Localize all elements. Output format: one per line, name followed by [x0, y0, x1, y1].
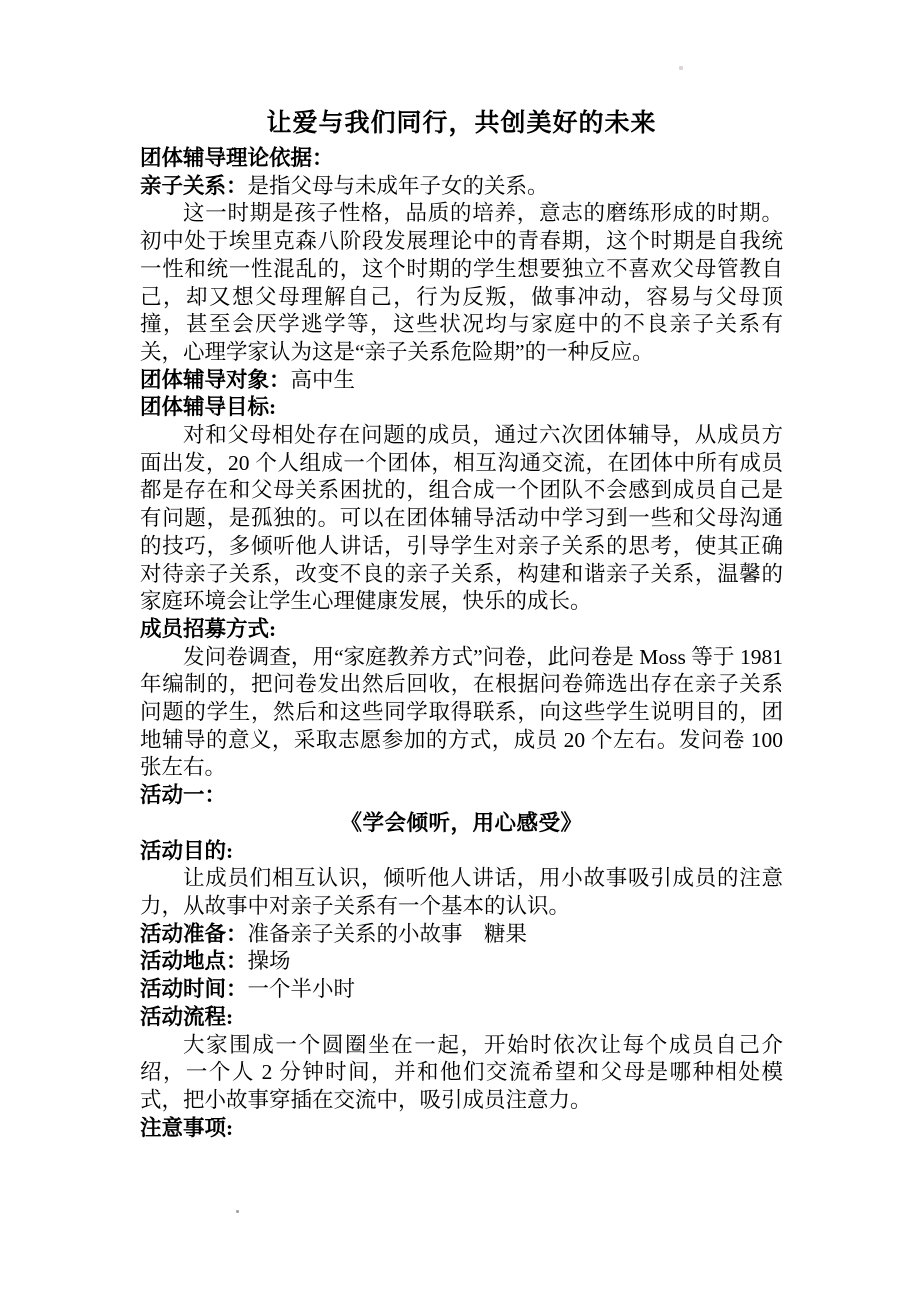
line-label: 亲子关系： — [140, 173, 248, 198]
paragraph: 这一时期是孩子性格，品质的培养，意志的磨练形成的时期。初中处于埃里克森八阶段发展理论中的青春期，这个时期是自我统一性和统一性混乱的，这个时期的学生想要独立不喜欢父母管教自己，却又想父母理解自己，行为反叛，做事冲动，容易与父母顶撞，甚至会厌学逃学等，这些状况均与家庭中的不良亲子关系有关，心理学家认为这是“亲子关系危险期”的一种反应。 — [140, 201, 783, 364]
labeled-line — [140, 145, 783, 173]
line-label: 活动准备： — [140, 921, 248, 946]
line-label: 团体辅导理论依据： — [140, 146, 334, 170]
line-value: 是指父母与未成年子女的关系。 — [247, 173, 549, 198]
line-value: 高中生 — [290, 367, 356, 392]
line-label: 活动时间： — [140, 977, 248, 1002]
line-label: 团体辅导对象： — [140, 367, 291, 392]
doc-title: 让爱与我们同行，共创美好的未来 — [266, 110, 657, 137]
labeled-line — [140, 367, 783, 395]
line-label: 活动地点： — [140, 949, 248, 974]
labeled-line — [140, 173, 783, 201]
line-label: 团体辅导目标: — [140, 395, 277, 420]
activity-subtitle: 《学会倾听，用心感受》 — [340, 810, 583, 835]
paragraph: 大家围成一个圆圈坐在一起，开始时依次让每个成员自己介绍，一个人 2 分钟时间，并和他们交流希望和父母是哪种相处模式，把小故事穿插在交流中，吸引成员注意力。 — [140, 1032, 783, 1112]
labeled-line — [140, 921, 783, 949]
line-label: 成员招募方式: — [140, 616, 277, 641]
paragraph: 发问卷调查，用“家庭教养方式”问卷，此问卷是 Moss 等于 1981 年编制的，把问卷发出然后回收，在根据问卷筛选出存在亲子关系问题的学生，然后和这些同学取得联系，向这些学生说明目的，团地辅导的意义，采取志愿参加的方式，成员 20 个左右。发问卷 100 张左右。 — [140, 644, 783, 780]
paragraph: 让成员们相互认识，倾听他人讲话，用小故事吸引成员的注意力，从故事中对亲子关系有一个基本的认识。 — [140, 866, 783, 918]
line-label: 活动目的: — [140, 838, 234, 863]
line-value: 一个半小时 — [247, 977, 356, 1002]
document-content — [140, 103, 783, 1142]
labeled-line — [140, 782, 783, 810]
scan-speck-top — [679, 66, 683, 70]
labeled-line — [140, 838, 783, 866]
labeled-line — [140, 948, 783, 976]
labeled-line — [140, 1004, 783, 1032]
line-value: 准备亲子关系的小故事 糖果 — [247, 921, 528, 946]
labeled-line — [140, 616, 783, 644]
line-label: 注意事项: — [140, 1115, 234, 1140]
scan-speck-bottom — [236, 1210, 239, 1213]
labeled-line — [140, 976, 783, 1004]
line-value: 操场 — [247, 949, 291, 974]
paragraph: 对和父母相处存在问题的成员，通过六次团体辅导，从成员方面出发，20 个人组成一个团体，相互沟通交流，在团体中所有成员都是存在和父母关系困扰的，组合成一个团队不会感到成员自己是有问题，是孤独的。可以在团体辅导活动中学习到一些和父母沟通的技巧，多倾听他人讲话，引导学生对亲子关系的思考，使其正确对待亲子关系，改变不良的亲子关系，构建和谐亲子关系，温馨的家庭环境会让学生心理健康发展，快乐的成长。 — [140, 423, 783, 614]
line-label: 活动一： — [140, 783, 227, 808]
line-label: 活动流程: — [140, 1004, 234, 1029]
labeled-line — [140, 394, 783, 422]
labeled-line — [140, 1115, 783, 1143]
